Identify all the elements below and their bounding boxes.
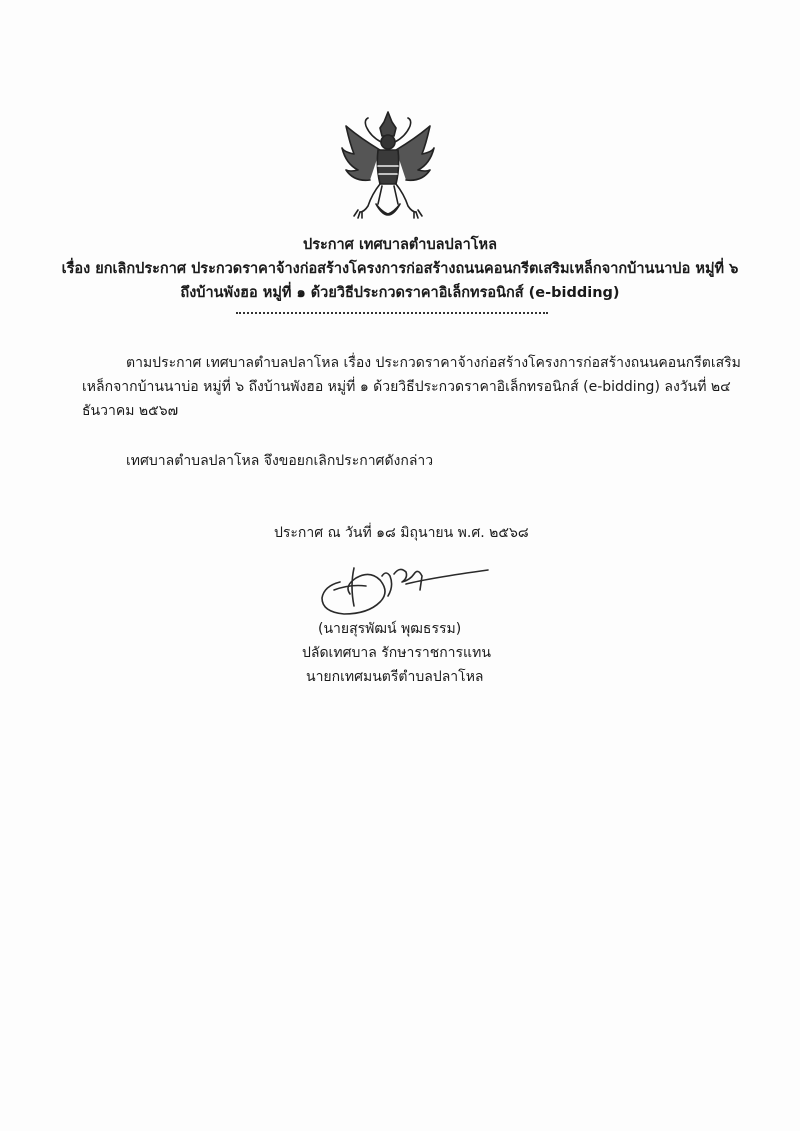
subject-line-1: เรื่อง ยกเลิกประกาศ ประกวดราคาจ้างก่อสร้างโครงการก่อสร้างถนนคอนกรีตเสริมเหล็กจากบ้านนาบ่อ หมู่ที่ ๖ (61, 261, 739, 277)
body-paragraph-line-3: ธันวาคม ๒๕๖๗ (82, 403, 179, 419)
dotted-divider (236, 312, 548, 314)
signature-image (310, 556, 490, 622)
announcement-title: ประกาศ เทศบาลตำบลปลาโหล (302, 237, 497, 253)
body-paragraph-line-1: ตามประกาศ เทศบาลตำบลปลาโหล เรื่อง ประกวดราคาจ้างก่อสร้างโครงการก่อสร้างถนนคอนกรีตเสริม (126, 355, 741, 371)
body-paragraph-line-2: เหล็กจากบ้านนาบ่อ หมู่ที่ ๖ ถึงบ้านพังฮอ หมู่ที่ ๑ ด้วยวิธีประกวดราคาอิเล็กทรอนิกส์ (e-bidding) ลงวันที่ ๒๔ (82, 379, 731, 395)
cancellation-statement: เทศบาลตำบลปลาโหล จึงขอยกเลิกประกาศดังกล่าว (126, 453, 434, 469)
signer-name: (นายสุรพัฒน์ พุฒธรรม) (318, 621, 462, 637)
announcement-date: ประกาศ ณ วันที่ ๑๘ มิถุนายน พ.ศ. ๒๕๖๘ (274, 525, 529, 541)
signer-position: ปลัดเทศบาล รักษาราชการแทน (302, 645, 491, 661)
garuda-emblem-icon (340, 108, 436, 226)
subject-line-2: ถึงบ้านพังฮอ หมู่ที่ ๑ ด้วยวิธีประกวดราคาอิเล็กทรอนิกส์ (e-bidding) (180, 285, 620, 301)
signer-office: นายกเทศมนตรีตำบลปลาโหล (306, 669, 484, 685)
